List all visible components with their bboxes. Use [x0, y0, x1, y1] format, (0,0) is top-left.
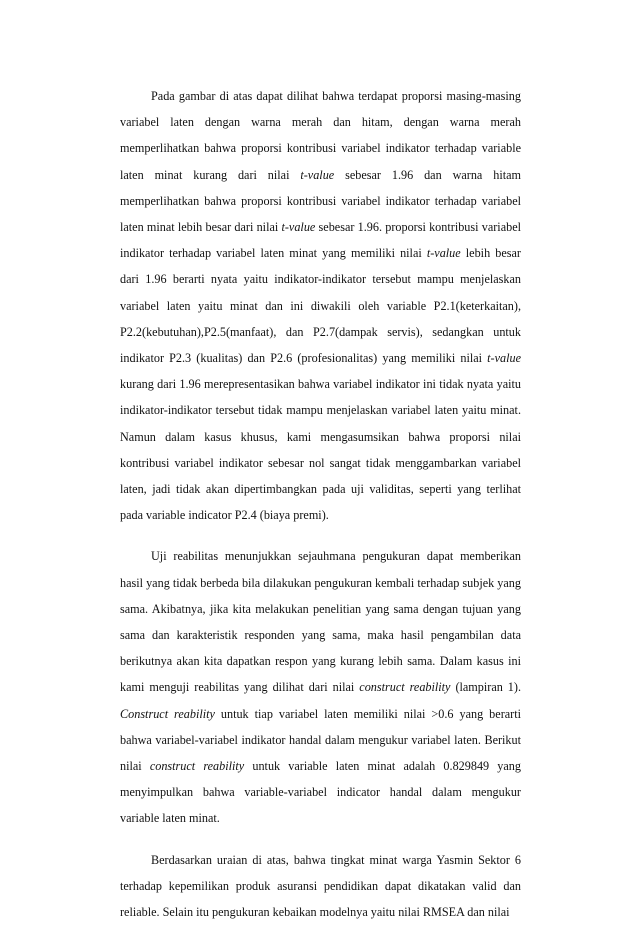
italic-term: t-value [487, 351, 521, 366]
italic-term: t-value [426, 246, 461, 261]
italic-term: Construct reability [120, 706, 215, 721]
text-run: untuk variable laten minat adalah 0.829849 yang menyimpulkan bahwa variable-variabel indicator handal dalam mengukur variable laten minat. [120, 759, 521, 826]
text-run: lebih besar dari 1.96 berarti nyata yaitu indikator-indikator tersebut mampu menjelaskan variabel laten yaitu minat dan ini diwakili oleh variable P2.1(keterkaitan), P2.2(kebutuhan),P2.5(manfaat), dan P2.7(dampak servis), sedangkan untuk indikator P2.3 (kualitas) dan P2.6 (profesionalitas) yang memiliki nilai [120, 246, 521, 366]
paragraph-conclusion [120, 847, 521, 925]
text-run: (lampiran 1). [450, 680, 522, 695]
italic-term: construct reability [149, 759, 245, 774]
italic-term: t-value [281, 220, 316, 235]
text-run: kurang dari 1.96 merepresentasikan bahwa variabel indikator ini tidak nyata yaitu indikator-indikator tersebut tidak mampu menjelaskan variabel laten yaitu minat. Namun dalam kasus khusus, kami mengasumsikan bahwa proporsi nilai kontribusi variabel indikator sebesar nol sangat tidak menggambarkan variabel laten, jadi tidak akan dipertimbangkan pada uji validitas, seperti yang terlihat pada variable indicator P2.4 (biaya premi). [120, 377, 521, 523]
text-run: Pada gambar di atas dapat dilihat bahwa terdapat proporsi masing-masing variabel laten dengan warna merah dan hitam, dengan warna merah memperlihatkan bahwa proporsi kontribusi variabel indikator terhadap variable laten minat kurang dari nilai [120, 89, 521, 182]
italic-term: t-value [300, 167, 335, 182]
text-run: sebesar 1.96. proporsi kontribusi variabel indikator terhadap variabel laten minat yang memiliki nilai [120, 220, 521, 261]
paragraph-reliability [120, 543, 521, 831]
text-run: Uji reabilitas menunjukkan sejauhmana pengukuran dapat memberikan hasil yang tidak berbeda bila dilakukan pengukuran kembali terhadap subjek yang sama. Akibatnya, jika kita melakukan penelitian yang sama dengan tujuan yang sama dan karakteristik responden yang sama, maka hasil pengambilan data berikutnya akan kita dapatkan respon yang kurang lebih sama. Dalam kasus ini kami menguji reabilitas yang dilihat dari nilai [120, 549, 521, 695]
text-run: sebesar 1.96 dan warna hitam memperlihatkan bahwa proporsi kontribusi variabel indikator terhadap variabel laten minat lebih besar dari nilai [120, 167, 521, 235]
italic-term: construct reability [359, 680, 451, 695]
text-run: Berdasarkan uraian di atas, bahwa tingkat minat warga Yasmin Sektor 6 terhadap kepemilikan produk asuransi pendidikan dapat dikatakan valid dan reliable. Selain itu pengukuran kebaikan modelnya yaitu nilai RMSEA dan nilai [120, 852, 521, 920]
text-run: untuk tiap variabel laten memiliki nilai >0.6 yang berarti bahwa variabel-variabel indikator handal dalam mengukur variabel laten. Berikut nilai [120, 706, 521, 774]
paragraph-validity [120, 83, 521, 528]
